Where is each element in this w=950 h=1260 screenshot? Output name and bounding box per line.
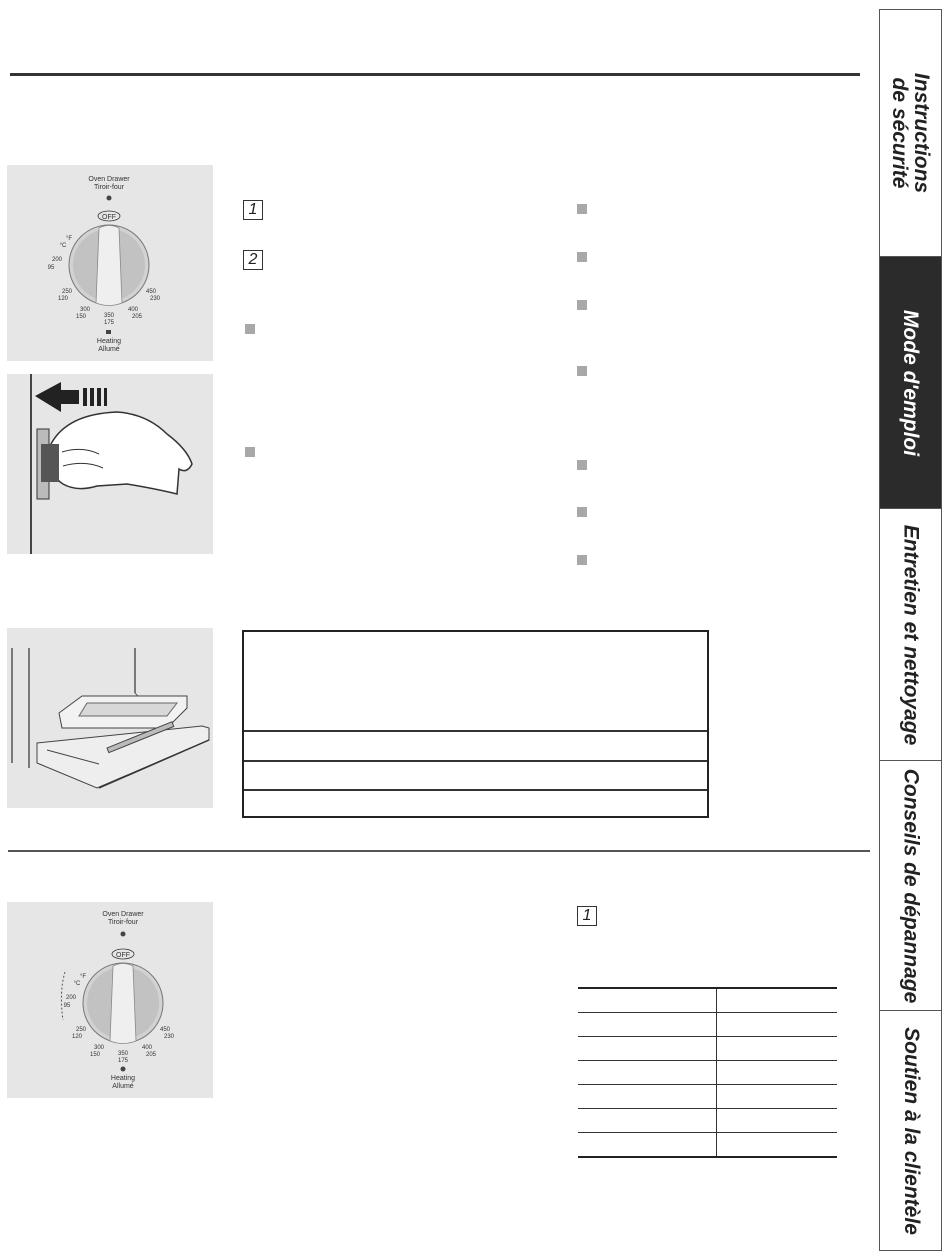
tab-label: Mode d'emploi bbox=[899, 309, 923, 456]
oven-dial-illustration-1 bbox=[7, 165, 213, 361]
step-1-marker: 1 bbox=[243, 200, 263, 220]
scale-f-450: 450 bbox=[145, 289, 157, 295]
drawer-pan-illustration bbox=[7, 628, 213, 808]
oven-dial-illustration-2 bbox=[7, 902, 213, 1098]
scale-f-300: 300 bbox=[93, 1045, 105, 1051]
dial-title-line2: Tiroir-four bbox=[107, 919, 139, 926]
bullet bbox=[577, 555, 587, 565]
control-knob-icon bbox=[7, 165, 213, 361]
tab-label: Conseils de dépannage bbox=[899, 768, 923, 1003]
scale-f-250: 250 bbox=[61, 289, 73, 295]
heating-label-line1: Heating bbox=[110, 1075, 136, 1082]
table-row bbox=[578, 1133, 837, 1158]
bullet bbox=[577, 300, 587, 310]
scale-f-400: 400 bbox=[127, 307, 139, 313]
hand-pull-icon bbox=[37, 412, 192, 499]
scale-c-95: 95 bbox=[47, 265, 55, 271]
section-divider bbox=[8, 850, 870, 852]
unit-f-label: °F bbox=[65, 236, 73, 242]
scale-c-175: 175 bbox=[117, 1058, 129, 1064]
info-box bbox=[242, 630, 709, 818]
table-header-row bbox=[578, 987, 837, 1013]
unit-f-label: °F bbox=[79, 974, 87, 980]
heating-label-line1: Heating bbox=[96, 338, 122, 345]
scale-c-150: 150 bbox=[75, 314, 87, 320]
scale-c-230: 230 bbox=[149, 296, 161, 302]
heating-label-line2: Allumé bbox=[98, 346, 120, 353]
off-label: OFF bbox=[116, 952, 130, 959]
step-2-marker: 2 bbox=[243, 250, 263, 270]
knob-pull-illustration bbox=[7, 374, 213, 554]
bullet bbox=[577, 204, 587, 214]
box-row-divider bbox=[244, 730, 707, 732]
unit-c-label: °C bbox=[59, 243, 67, 249]
scale-c-230: 230 bbox=[163, 1034, 175, 1040]
table-row bbox=[578, 1085, 837, 1109]
tab-troubleshooting[interactable] bbox=[880, 761, 941, 1011]
dial-title-line1: Oven Drawer bbox=[88, 176, 130, 183]
scale-f-300: 300 bbox=[79, 307, 91, 313]
bullet bbox=[577, 460, 587, 470]
bullet bbox=[245, 447, 255, 457]
bullet bbox=[577, 252, 587, 262]
tab-safety-instructions[interactable] bbox=[880, 10, 941, 257]
heating-label-line2: Allumé bbox=[112, 1083, 134, 1090]
tab-operating-instructions[interactable] bbox=[880, 257, 941, 509]
indicator-light-icon bbox=[107, 196, 112, 201]
temperature-table bbox=[578, 987, 837, 1158]
tab-label: Entretien et nettoyage bbox=[899, 524, 923, 745]
scale-f-350: 350 bbox=[103, 313, 115, 319]
scale-c-205: 205 bbox=[145, 1052, 157, 1058]
indicator-light-icon bbox=[121, 932, 126, 937]
scale-f-200: 200 bbox=[51, 257, 63, 263]
unit-c-label: °C bbox=[73, 981, 81, 987]
heating-indicator-icon bbox=[121, 1067, 126, 1072]
control-knob-icon bbox=[7, 902, 213, 1098]
scale-c-150: 150 bbox=[89, 1052, 101, 1058]
scale-f-250: 250 bbox=[75, 1027, 87, 1033]
lower-step-1-marker: 1 bbox=[577, 906, 597, 926]
table-row bbox=[578, 1013, 837, 1037]
table-row bbox=[578, 1037, 837, 1061]
tab-label: Soutien à la clientèle bbox=[899, 1027, 923, 1235]
tab-label: Instructions de sécurité bbox=[888, 72, 934, 194]
scale-f-400: 400 bbox=[141, 1045, 153, 1051]
box-row-divider bbox=[244, 789, 707, 791]
scale-c-120: 120 bbox=[71, 1034, 83, 1040]
scale-c-205: 205 bbox=[131, 314, 143, 320]
box-row-divider bbox=[244, 760, 707, 762]
dial-title-line2: Tiroir-four bbox=[93, 184, 125, 191]
table-row bbox=[578, 1061, 837, 1085]
arrow-left-icon bbox=[35, 382, 107, 412]
scale-f-200: 200 bbox=[65, 995, 77, 1001]
top-rule bbox=[10, 73, 860, 76]
drawer-pan-icon bbox=[7, 628, 213, 808]
dial-title-line1: Oven Drawer bbox=[102, 911, 144, 918]
scale-c-175: 175 bbox=[103, 320, 115, 326]
scale-f-450: 450 bbox=[159, 1027, 171, 1033]
section-tabs bbox=[879, 9, 942, 1251]
table-row bbox=[578, 1109, 837, 1133]
tab-consumer-support[interactable] bbox=[880, 1011, 941, 1251]
scale-c-95: 95 bbox=[63, 1003, 71, 1009]
bullet bbox=[245, 324, 255, 334]
scale-c-120: 120 bbox=[57, 296, 69, 302]
off-label: OFF bbox=[102, 214, 116, 221]
heating-indicator-icon bbox=[106, 330, 111, 334]
tab-care-and-cleaning[interactable] bbox=[880, 509, 941, 761]
bullet bbox=[577, 507, 587, 517]
bullet bbox=[577, 366, 587, 376]
scale-f-350: 350 bbox=[117, 1051, 129, 1057]
